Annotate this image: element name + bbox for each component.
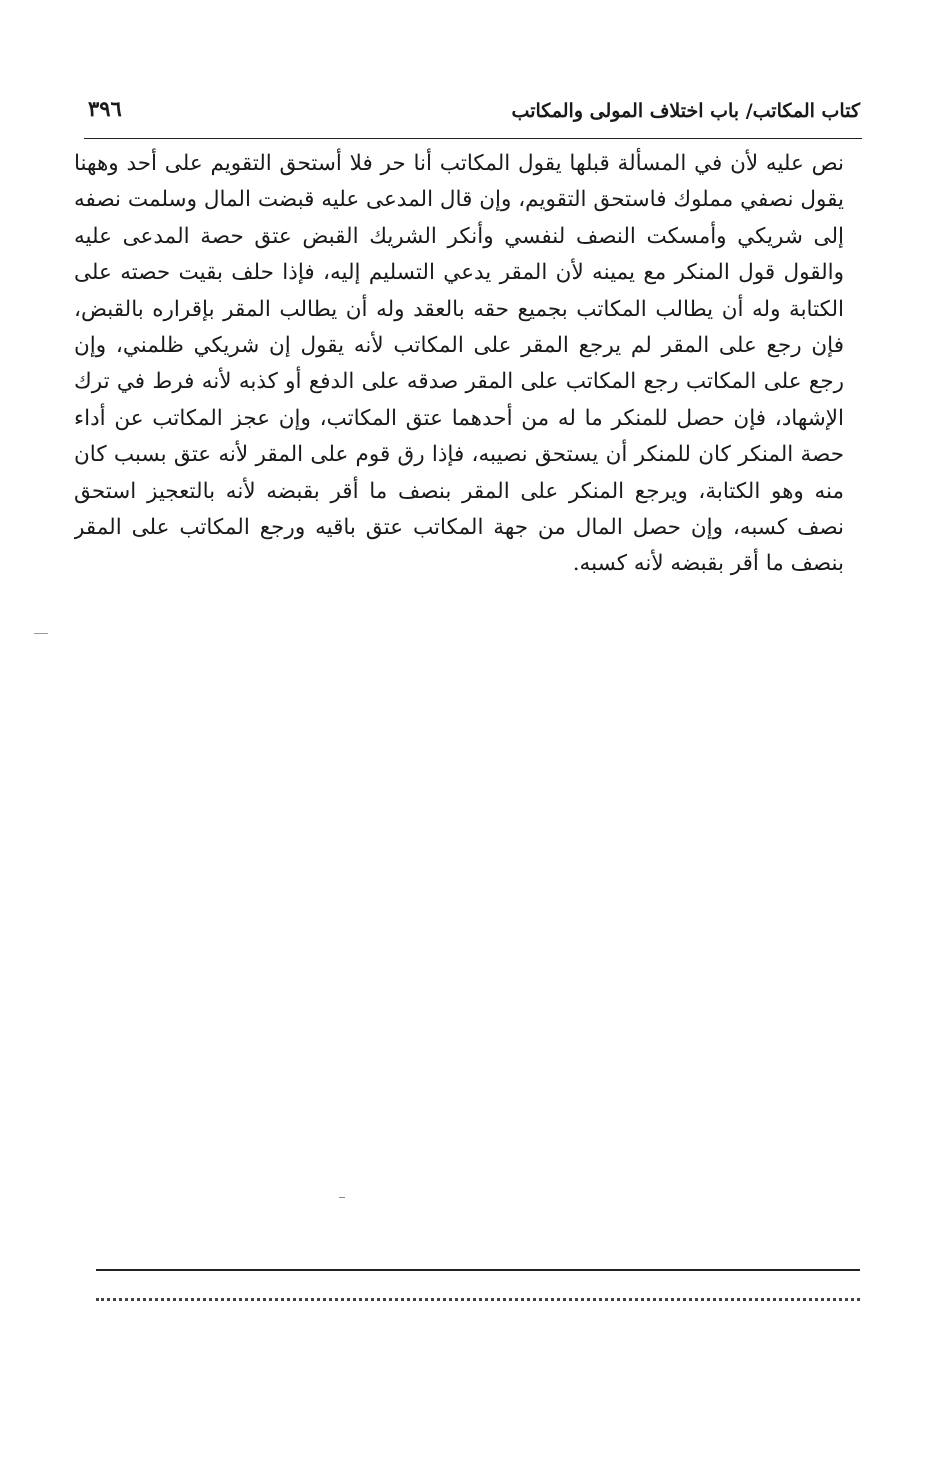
- footnote-rule: [96, 1269, 860, 1271]
- body-text: [74, 146, 844, 583]
- text-line: نصف كسبه، وإن حصل المال من جهة المكاتب عتق باقيه ورجع المكاتب على المقر: [74, 515, 844, 541]
- page-number: ٣٩٦: [88, 96, 122, 121]
- header-rule: [84, 138, 862, 139]
- text-line: والقول قول المنكر مع يمينه لأن المقر يدعي التسليم إليه، فإذا حلف بقيت حصته على: [74, 260, 844, 286]
- text-line: الكتابة وله أن يطالب المكاتب بجميع حقه بالعقد وله أن يطالب المقر بإقراره بالقبض،: [74, 296, 844, 322]
- text-line: رجع على المكاتب رجع المكاتب على المقر صدقه على الدفع أو كذبه لأنه فرط في ترك: [74, 369, 844, 395]
- page-header: [88, 92, 860, 136]
- running-title: كتاب المكاتب/ باب اختلاف المولى والمكاتب: [511, 100, 860, 122]
- dotted-separator: [96, 1298, 860, 1301]
- text-line: إلى شريكي وأمسكت النصف لنفسي وأنكر الشريك القبض عتق حصة المدعى عليه: [74, 223, 844, 249]
- margin-mark: [34, 633, 48, 634]
- text-line: فإن رجع على المقر لم يرجع المقر على المكاتب لأنه يقول إن شريكي ظلمني، وإن: [74, 333, 844, 359]
- text-line: بنصف ما أقر بقبضه لأنه كسبه.: [572, 551, 844, 577]
- text-line: منه وهو الكتابة، ويرجع المنكر على المقر بنصف ما أقر بقبضه لأنه بالتعجيز استحق: [74, 478, 844, 504]
- print-speck: [339, 1197, 345, 1198]
- text-line: حصة المنكر كان للمنكر أن يستحق نصيبه، فإذا رق قوم على المقر لأنه عتق بسبب كان: [74, 442, 844, 468]
- text-line: يقول نصفي مملوك فاستحق التقويم، وإن قال المدعى عليه قبضت المال وسلمت نصفه: [74, 187, 844, 213]
- text-line: الإشهاد، فإن حصل للمنكر ما له من أحدهما عتق المكاتب، وإن عجز المكاتب عن أداء: [74, 405, 844, 431]
- text-line: نص عليه لأن في المسألة قبلها يقول المكاتب أنا حر فلا أستحق التقويم على أحد وههنا: [74, 151, 844, 176]
